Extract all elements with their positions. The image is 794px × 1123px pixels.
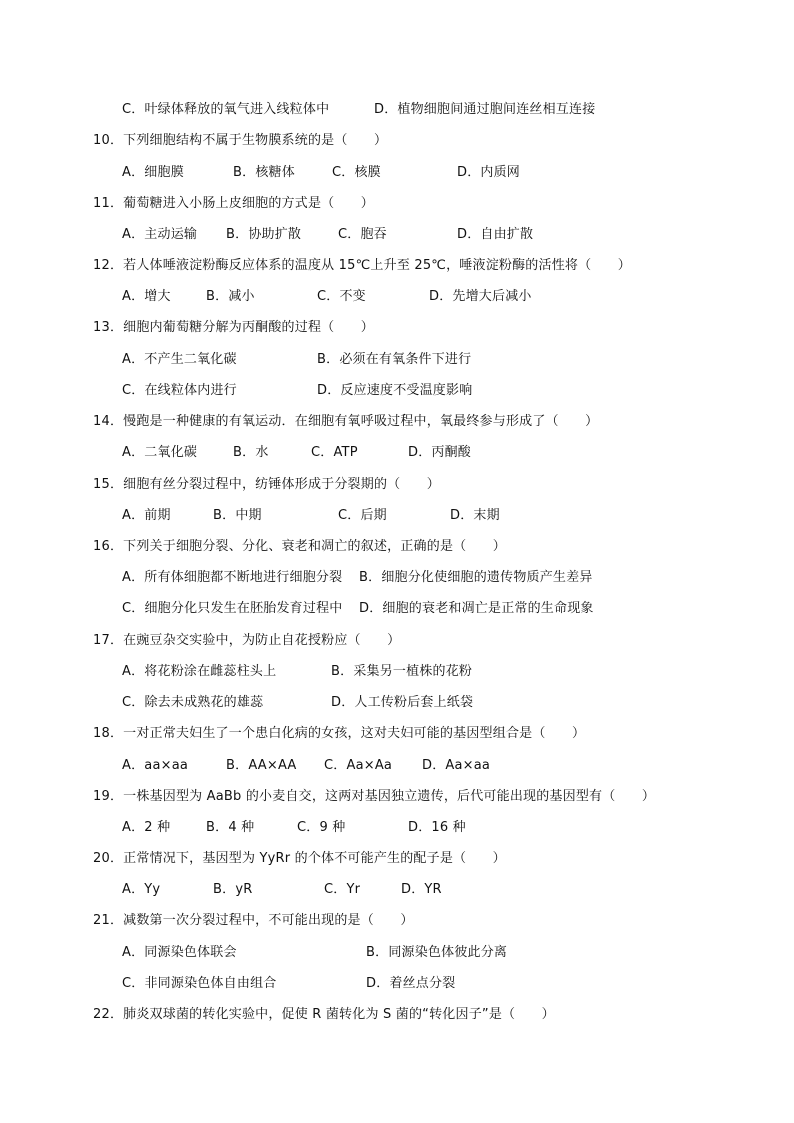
option-13b: B．必须在有氧条件下进行 [317,352,472,367]
option-18d: D．Aa×aa [422,758,491,773]
question-17-stem: 17．在豌豆杂交实验中，为防止自花授粉应（ ） [93,633,401,648]
option-19b: B．4 种 [206,820,255,835]
option-13d: D．反应速度不受温度影响 [317,383,473,398]
option-14c: C．ATP [311,445,358,460]
option-17b: B．采集另一植株的花粉 [331,664,473,679]
option-17c: C．除去未成熟花的雄蕊 [122,695,264,710]
question-16-stem: 16．下列关于细胞分裂、分化、衰老和凋亡的叙述，正确的是（ ） [93,539,506,554]
question-18-stem: 18．一对正常夫妇生了一个患白化病的女孩，这对夫妇可能的基因型组合是（ ） [93,726,586,741]
option-10b: B．核糖体 [233,165,295,180]
option-20d: D．YR [401,882,442,897]
question-15-stem: 15．细胞有丝分裂过程中，纺锤体形成于分裂期的（ ） [93,477,440,492]
option-21a: A．同源染色体联会 [122,945,237,960]
option-11d: D．自由扩散 [457,227,534,242]
option-16c: C．细胞分化只发生在胚胎发育过程中 [122,601,343,616]
option-12b: B．减小 [206,289,255,304]
option-20c: C．Yr [324,882,361,897]
option-17a: A．将花粉涂在雌蕊柱头上 [122,664,277,679]
option-15a: A．前期 [122,508,171,523]
option-19d: D．16 种 [408,820,466,835]
option-18a: A．aa×aa [122,758,189,773]
option-10c: C．核膜 [332,165,381,180]
option-11a: A．主动运输 [122,227,198,242]
option-21d: D．着丝点分裂 [366,976,456,991]
option-15d: D．末期 [450,508,500,523]
option-20b: B．yR [213,882,253,897]
option-10a: A．细胞膜 [122,165,184,180]
option-18b: B．AA×AA [226,758,297,773]
option-11b: B．协助扩散 [226,227,302,242]
option-11c: C．胞吞 [338,227,387,242]
question-11-stem: 11．葡萄糖进入小肠上皮细胞的方式是（ ） [93,196,374,211]
option-13c: C．在线粒体内进行 [122,383,237,398]
option-19a: A．2 种 [122,820,171,835]
option-9c: C．叶绿体释放的氧气进入线粒体中 [122,102,330,117]
question-21-stem: 21．减数第一次分裂过程中，不可能出现的是（ ） [93,913,414,928]
option-21b: B．同源染色体彼此分离 [366,945,508,960]
question-10-stem: 10．下列细胞结构不属于生物膜系统的是（ ） [93,133,388,148]
option-15c: C．后期 [338,508,387,523]
question-14-stem: 14．慢跑是一种健康的有氧运动．在细胞有氧呼吸过程中，氧最终参与形成了（ ） [93,414,599,429]
option-12c: C．不变 [317,289,366,304]
option-10d: D．内质网 [457,165,521,180]
option-12a: A．增大 [122,289,171,304]
option-16d: D．细胞的衰老和凋亡是正常的生命现象 [359,601,594,616]
option-17d: D．人工传粉后套上纸袋 [331,695,474,710]
option-14b: B．水 [233,445,269,460]
option-9d: D．植物细胞间通过胞间连丝相互连接 [374,102,596,117]
option-19c: C．9 种 [297,820,346,835]
question-20-stem: 20．正常情况下，基因型为 YyRr 的个体不可能产生的配子是（ ） [93,851,506,866]
option-18c: C．Aa×Aa [324,758,393,773]
option-21c: C．非同源染色体自由组合 [122,976,277,991]
option-13a: A．不产生二氧化碳 [122,352,237,367]
question-22-stem: 22．肺炎双球菌的转化实验中，促使 R 菌转化为 S 菌的“转化因子”是（ ） [93,1007,555,1022]
option-15b: B．中期 [213,508,262,523]
option-14d: D．丙酮酸 [408,445,472,460]
option-14a: A．二氧化碳 [122,445,198,460]
option-16b: B．细胞分化使细胞的遗传物质产生差异 [359,570,593,585]
question-13-stem: 13．细胞内葡萄糖分解为丙酮酸的过程（ ） [93,320,374,335]
option-20a: A．Yy [122,882,161,897]
question-12-stem: 12．若人体唾液淀粉酶反应体系的温度从 15℃上升至 25℃，唾液淀粉酶的活性将（ ） [93,258,631,273]
option-12d: D．先增大后减小 [429,289,532,304]
question-19-stem: 19．一株基因型为 AaBb 的小麦自交，这两对基因独立遗传，后代可能出现的基因型有（ ） [93,789,656,804]
option-16a: A．所有体细胞都不断地进行细胞分裂 [122,570,343,585]
